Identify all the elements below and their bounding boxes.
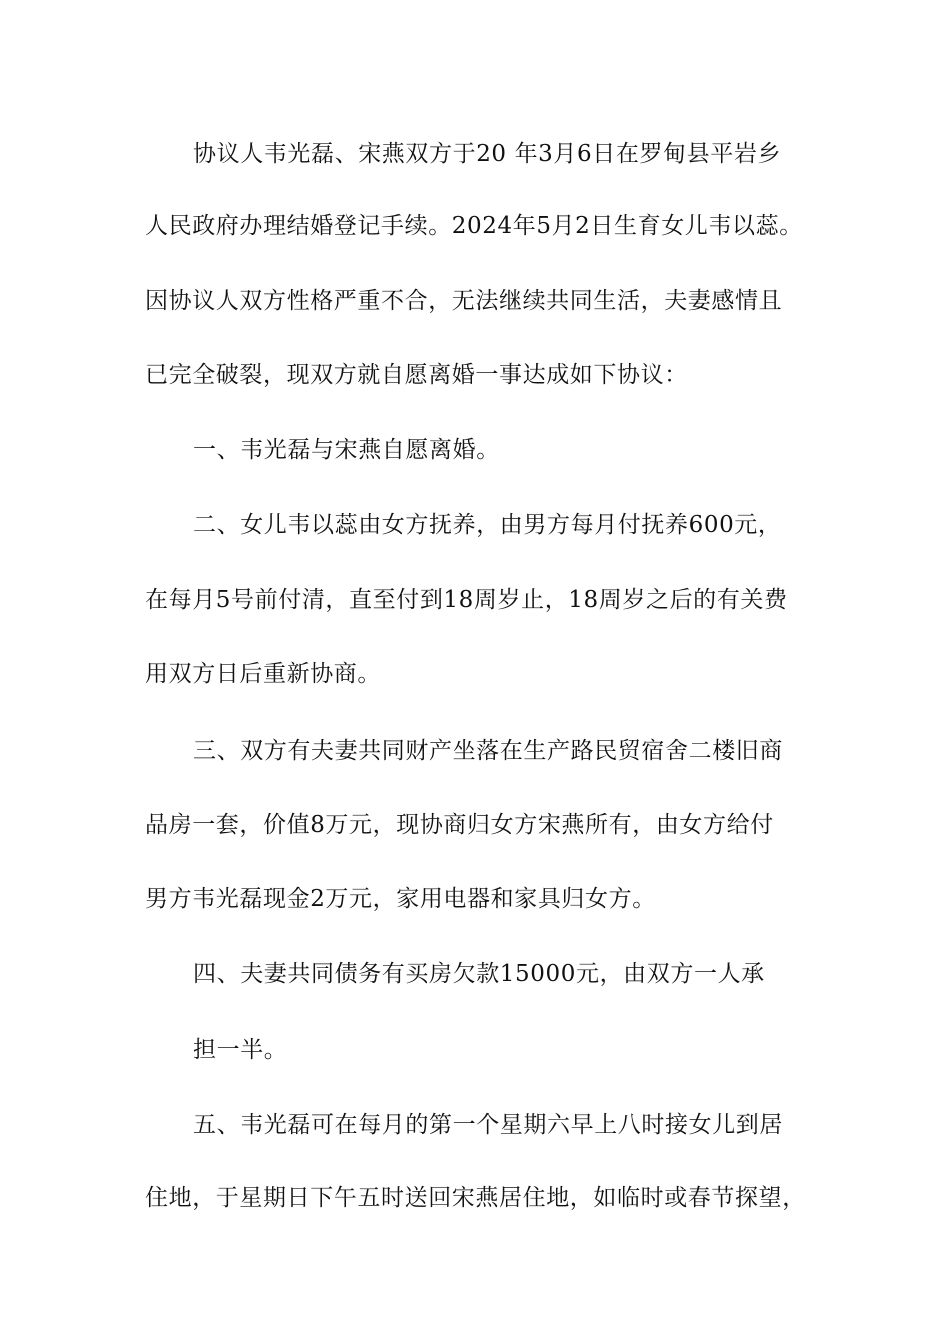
paragraph-line: 因协议人双方性格严重不合，无法继续共同生活，夫妻感情且 bbox=[145, 288, 783, 314]
paragraph-line: 用双方日后重新协商。 bbox=[145, 661, 381, 687]
paragraph-line: 男方韦光磊现金2万元，家用电器和家具归女方。 bbox=[145, 886, 656, 912]
clause-5: 五、韦光磊可在每月的第一个星期六早上八时接女儿到居 bbox=[193, 1112, 783, 1138]
clause-2: 二、女儿韦以蕊由女方抚养，由男方每月付抚养600元， bbox=[193, 512, 782, 538]
clause-4: 四、夫妻共同债务有买房欠款15000元，由双方一人承 bbox=[193, 961, 765, 987]
paragraph-line: 品房一套，价值8万元，现协商归女方宋燕所有，由女方给付 bbox=[145, 812, 774, 838]
paragraph-line: 担一半。 bbox=[193, 1037, 288, 1063]
paragraph-line: 住地，于星期日下午五时送回宋燕居住地，如临时或春节探望， bbox=[145, 1185, 806, 1211]
clause-3: 三、双方有夫妻共同财产坐落在生产路民贸宿舍二楼旧商 bbox=[193, 738, 783, 764]
paragraph-line: 在每月5号前付清，直至付到18周岁止，18周岁之后的有关费 bbox=[145, 587, 788, 613]
paragraph-line: 人民政府办理结婚登记手续。2024年5月2日生育女儿韦以蕊。 bbox=[145, 213, 803, 239]
clause-1: 一、韦光磊与宋燕自愿离婚。 bbox=[193, 437, 500, 463]
paragraph-line: 已完全破裂，现双方就自愿离婚一事达成如下协议： bbox=[145, 362, 688, 388]
paragraph-line: 协议人韦光磊、宋燕双方于20 年3月6日在罗甸县平岩乡 bbox=[193, 141, 782, 167]
